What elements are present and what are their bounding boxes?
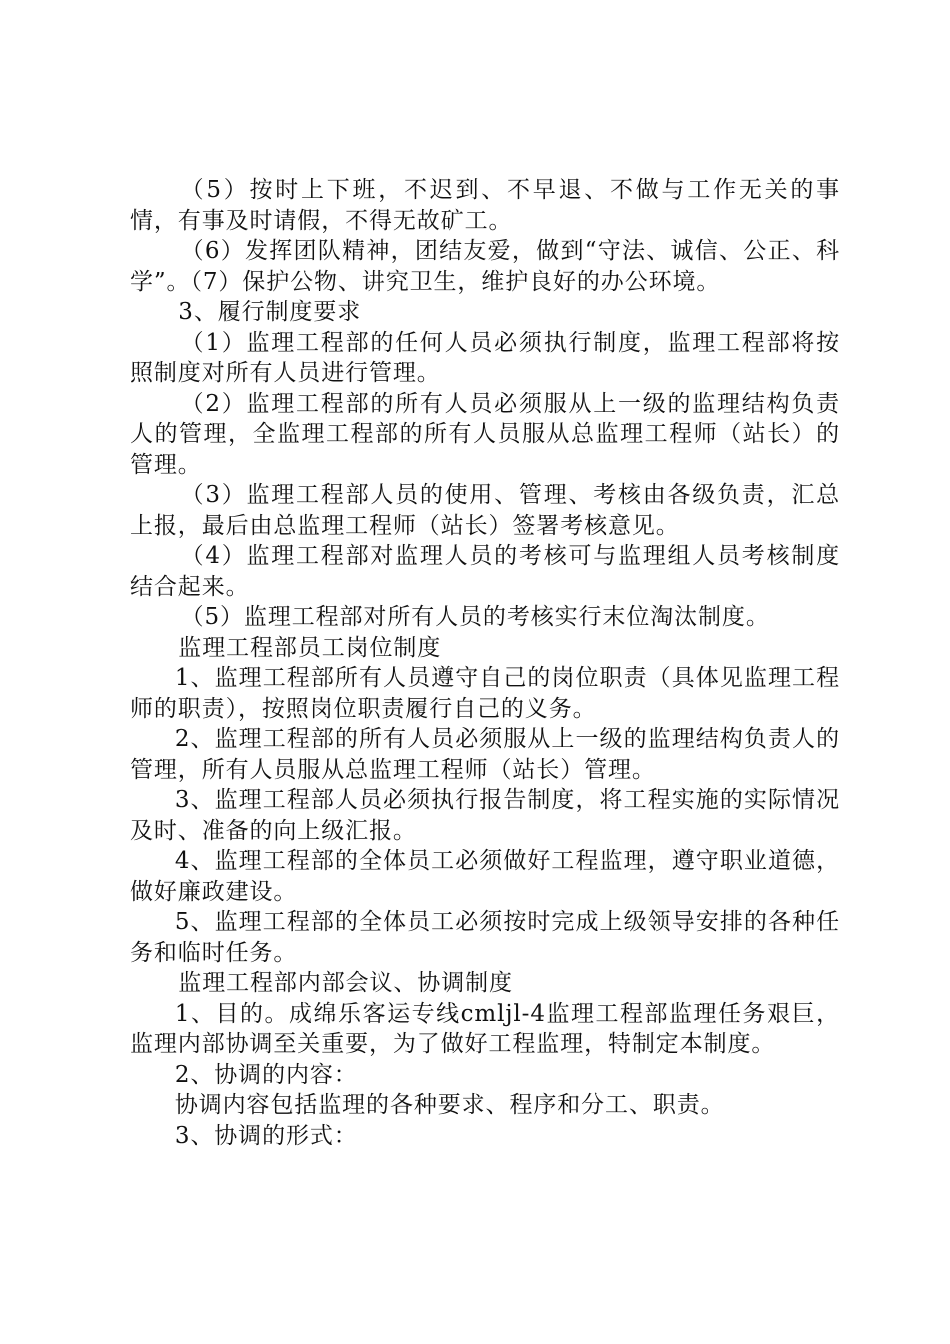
paragraph-meeting-3: 3、协调的形式： bbox=[174, 1122, 358, 1149]
paragraph-rule-6-7: （6）发挥团队精神，团结友爱，做到“守法、诚信、公正、科学”。（7）保护公物、讲究卫生，维护良好的办公环境。 bbox=[130, 238, 840, 295]
paragraph-requirement-1: （1）监理工程部的任何人员必须执行制度，监理工程部将按照制度对所有人员进行管理。 bbox=[130, 329, 840, 386]
paragraph-meeting-content: 协调内容包括监理的各种要求、程序和分工、职责。 bbox=[174, 1092, 725, 1118]
paragraph-post-2: 2、监理工程部的所有人员必须服从上一级的监理结构负责人的管理，所有人员服从总监理工程师（站长）管理。 bbox=[130, 726, 840, 783]
paragraph-requirement-2: （2）监理工程部的所有人员必须服从上一级的监理结构负责人的管理，全监理工程部的所有人员服从总监理工程师（站长）的管理。 bbox=[130, 390, 840, 478]
paragraph-post-4: 4、监理工程部的全体员工必须做好工程监理，遵守职业道德，做好廉政建设。 bbox=[130, 848, 840, 905]
paragraph-requirement-4: （4）监理工程部对监理人员的考核可与监理组人员考核制度结合起来。 bbox=[130, 543, 840, 600]
paragraph-requirement-3: （3）监理工程部人员的使用、管理、考核由各级负责，汇总上报，最后由总监理工程师（站长）签署考核意见。 bbox=[130, 482, 840, 539]
paragraph-post-1: 1、监理工程部所有人员遵守自己的岗位职责（具体见监理工程师的职责），按照岗位职责履行自己的义务。 bbox=[130, 665, 840, 722]
section-title-meeting-system: 监理工程部内部会议、协调制度 bbox=[178, 970, 513, 996]
paragraph-post-3: 3、监理工程部人员必须执行报告制度，将工程实施的实际情况及时、准备的向上级汇报。 bbox=[130, 787, 840, 844]
paragraph-requirement-5: （5）监理工程部对所有人员的考核实行末位淘汰制度。 bbox=[180, 604, 770, 630]
paragraph-post-5: 5、监理工程部的全体员工必须按时完成上级领导安排的各种任务和临时任务。 bbox=[130, 909, 840, 966]
paragraph-meeting-1: 1、目的。成绵乐客运专线cmljl-4监理工程部监理任务艰巨，监理内部协调至关重要，为了做好工程监理，特制定本制度。 bbox=[130, 1000, 840, 1057]
section-heading-3: 3、履行制度要求 bbox=[178, 299, 362, 325]
paragraph-meeting-2: 2、协调的内容： bbox=[174, 1061, 358, 1088]
document-body bbox=[130, 175, 840, 1151]
paragraph-rule-5: （5）按时上下班，不迟到、不早退、不做与工作无关的事情，有事及时请假，不得无故矿工。 bbox=[130, 177, 840, 234]
section-title-post-system: 监理工程部员工岗位制度 bbox=[178, 634, 442, 661]
